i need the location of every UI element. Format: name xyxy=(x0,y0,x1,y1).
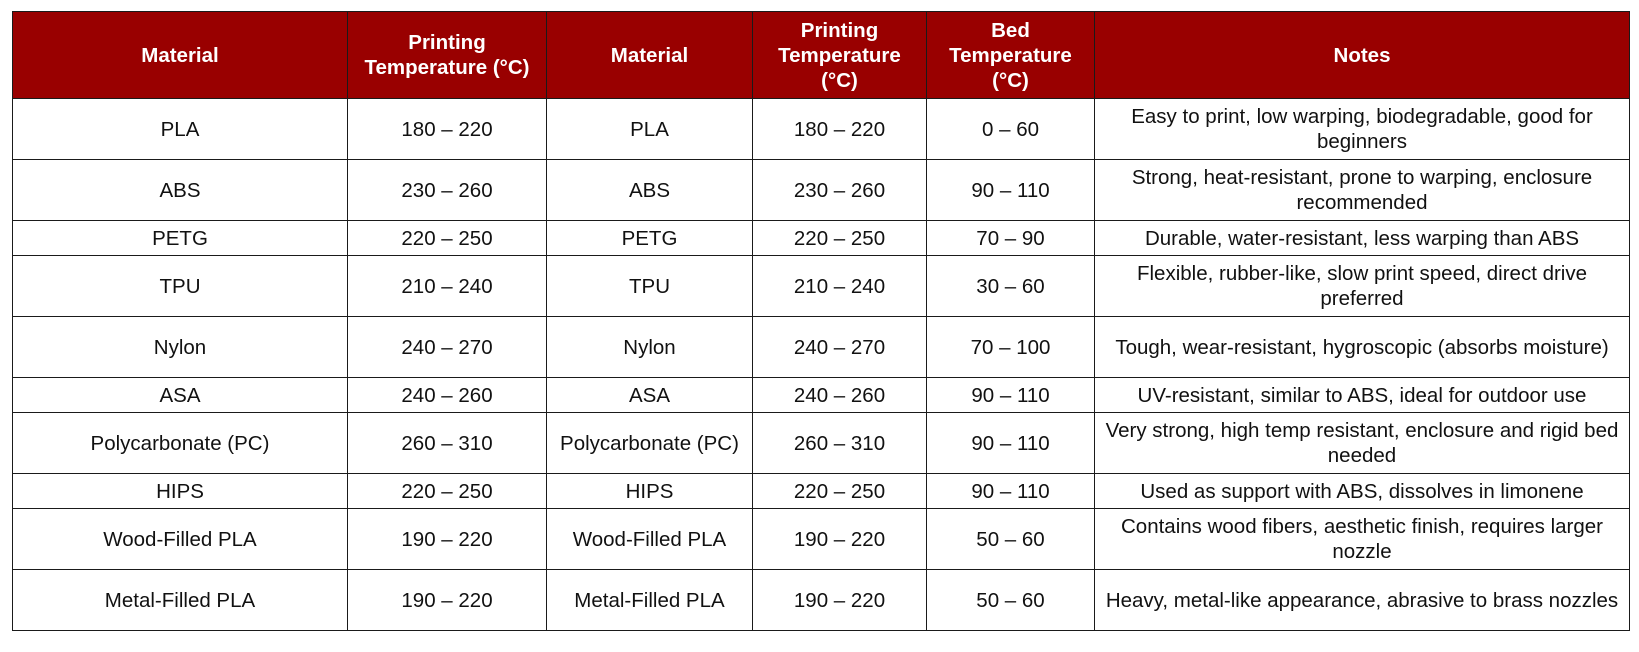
bed-temp-cell: 70 – 90 xyxy=(927,221,1095,256)
material-cell: Nylon xyxy=(547,317,753,378)
printing-temp-cell: 240 – 270 xyxy=(348,317,547,378)
table-row xyxy=(13,474,1630,509)
bed-temp-cell: 90 – 110 xyxy=(927,160,1095,221)
notes-cell: Tough, wear-resistant, hygroscopic (absorbs moisture) xyxy=(1095,317,1630,378)
printing-temp-cell: 190 – 220 xyxy=(753,570,927,631)
notes-cell: Durable, water-resistant, less warping than ABS xyxy=(1095,221,1630,256)
material-cell: Wood-Filled PLA xyxy=(547,509,753,570)
printing-temp-cell: 220 – 250 xyxy=(753,474,927,509)
table-row xyxy=(13,413,1630,474)
printing-temp-cell: 240 – 260 xyxy=(348,378,547,413)
printing-temp-cell: 190 – 220 xyxy=(348,509,547,570)
materials-table xyxy=(12,11,1630,631)
table-row xyxy=(13,160,1630,221)
bed-temp-cell: 70 – 100 xyxy=(927,317,1095,378)
printing-temp-cell: 180 – 220 xyxy=(753,99,927,160)
header-material: Material xyxy=(13,12,348,99)
header-printing-temperature: Printing Temperature (°C) xyxy=(348,12,547,99)
printing-temp-cell: 220 – 250 xyxy=(753,221,927,256)
material-cell: HIPS xyxy=(13,474,348,509)
header-notes: Notes xyxy=(1095,12,1630,99)
material-cell: ABS xyxy=(547,160,753,221)
bed-temp-cell: 30 – 60 xyxy=(927,256,1095,317)
material-cell: Metal-Filled PLA xyxy=(13,570,348,631)
notes-cell: Strong, heat-resistant, prone to warping, enclosure recommended xyxy=(1095,160,1630,221)
table-row xyxy=(13,221,1630,256)
material-cell: PETG xyxy=(13,221,348,256)
bed-temp-cell: 90 – 110 xyxy=(927,378,1095,413)
bed-temp-cell: 90 – 110 xyxy=(927,474,1095,509)
bed-temp-cell: 50 – 60 xyxy=(927,570,1095,631)
material-cell: Metal-Filled PLA xyxy=(547,570,753,631)
table-row xyxy=(13,570,1630,631)
material-cell: Nylon xyxy=(13,317,348,378)
printing-temp-cell: 210 – 240 xyxy=(348,256,547,317)
printing-temp-cell: 220 – 250 xyxy=(348,221,547,256)
notes-cell: Used as support with ABS, dissolves in limonene xyxy=(1095,474,1630,509)
table-row xyxy=(13,99,1630,160)
material-cell: HIPS xyxy=(547,474,753,509)
notes-cell: Easy to print, low warping, biodegradable, good for beginners xyxy=(1095,99,1630,160)
material-cell: PLA xyxy=(13,99,348,160)
printing-temp-cell: 210 – 240 xyxy=(753,256,927,317)
printing-temp-cell: 230 – 260 xyxy=(348,160,547,221)
table-row xyxy=(13,378,1630,413)
printing-temp-cell: 230 – 260 xyxy=(753,160,927,221)
notes-cell: Heavy, metal-like appearance, abrasive to brass nozzles xyxy=(1095,570,1630,631)
header-row xyxy=(13,12,1630,99)
notes-cell: Contains wood fibers, aesthetic finish, requires larger nozzle xyxy=(1095,509,1630,570)
bed-temp-cell: 50 – 60 xyxy=(927,509,1095,570)
bed-temp-cell: 90 – 110 xyxy=(927,413,1095,474)
table-row xyxy=(13,256,1630,317)
printing-temp-cell: 220 – 250 xyxy=(348,474,547,509)
material-cell: ASA xyxy=(547,378,753,413)
printing-temp-cell: 260 – 310 xyxy=(753,413,927,474)
material-cell: PLA xyxy=(547,99,753,160)
notes-cell: Very strong, high temp resistant, enclosure and rigid bed needed xyxy=(1095,413,1630,474)
header-bed-temperature: Bed Temperature (°C) xyxy=(927,12,1095,99)
material-cell: PETG xyxy=(547,221,753,256)
printing-temp-cell: 180 – 220 xyxy=(348,99,547,160)
printing-temp-cell: 240 – 270 xyxy=(753,317,927,378)
notes-cell: Flexible, rubber-like, slow print speed, direct drive preferred xyxy=(1095,256,1630,317)
printing-temp-cell: 190 – 220 xyxy=(753,509,927,570)
printing-temp-cell: 260 – 310 xyxy=(348,413,547,474)
header-printing-temperature: Printing Temperature (°C) xyxy=(753,12,927,99)
material-cell: Polycarbonate (PC) xyxy=(547,413,753,474)
material-cell: Polycarbonate (PC) xyxy=(13,413,348,474)
bed-temp-cell: 0 – 60 xyxy=(927,99,1095,160)
material-cell: ASA xyxy=(13,378,348,413)
table-row xyxy=(13,509,1630,570)
material-cell: TPU xyxy=(13,256,348,317)
printing-temp-cell: 190 – 220 xyxy=(348,570,547,631)
material-cell: Wood-Filled PLA xyxy=(13,509,348,570)
table-row xyxy=(13,317,1630,378)
material-cell: ABS xyxy=(13,160,348,221)
printing-temp-cell: 240 – 260 xyxy=(753,378,927,413)
material-cell: TPU xyxy=(547,256,753,317)
header-material: Material xyxy=(547,12,753,99)
notes-cell: UV-resistant, similar to ABS, ideal for outdoor use xyxy=(1095,378,1630,413)
